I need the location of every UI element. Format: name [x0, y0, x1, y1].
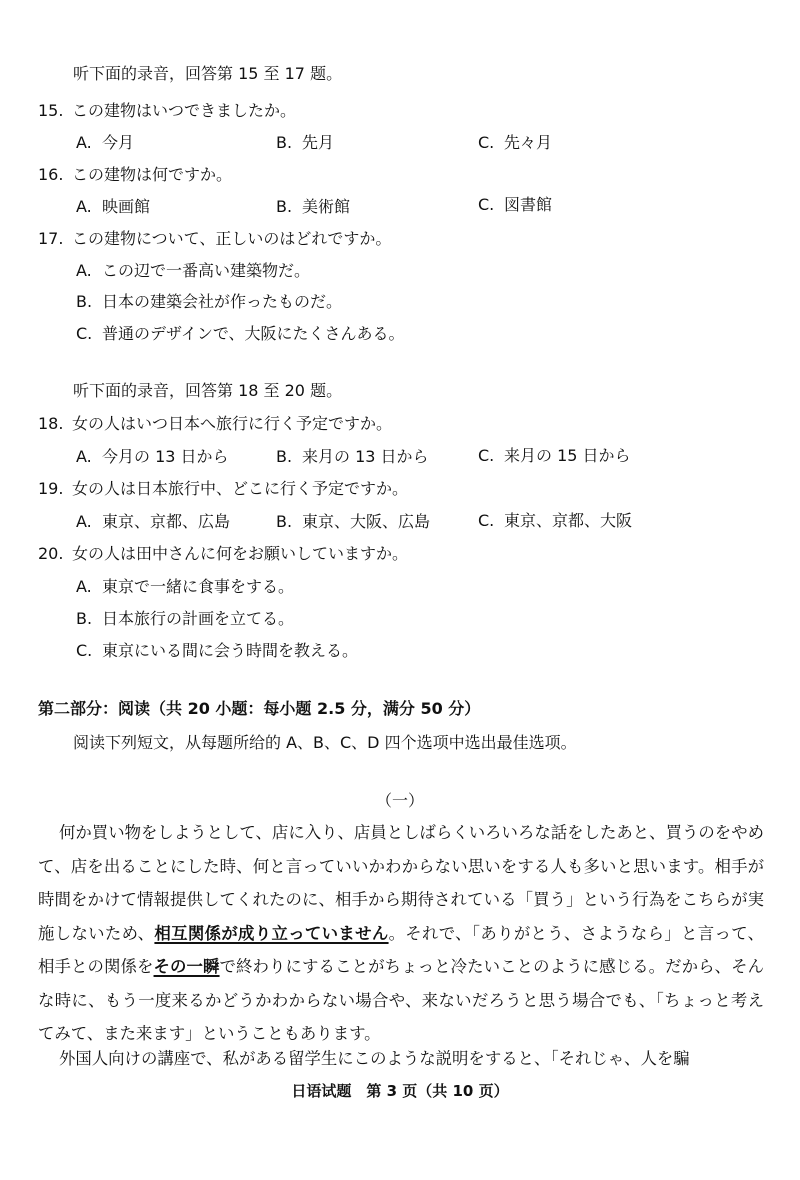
passage-paragraph-1: [38, 816, 764, 1051]
listening-instruction-2: 听下面的录音，回答第 18 至 20 题。: [73, 381, 343, 400]
option-label: A.: [76, 447, 92, 466]
option-label: A.: [76, 512, 92, 531]
option-text: 今月: [102, 133, 135, 152]
option-label: C.: [76, 324, 93, 343]
question-text: この建物はいつできましたか。: [72, 101, 297, 120]
option-c: [478, 194, 552, 216]
passage-paragraph-2: 外国人向けの講座で、私がある留学生にこのような説明をすると、「それじゃ、人を騙: [59, 1049, 690, 1068]
question-text: この建物について、正しいのはどれですか。: [72, 229, 392, 248]
question-text: この建物は何ですか。: [72, 165, 233, 184]
option-b: [276, 511, 430, 533]
option-label: C.: [478, 195, 495, 214]
option-text: 普通のデザインで、大阪にたくさんある。: [102, 324, 405, 343]
underlined-phrase-2: その一瞬: [153, 957, 220, 976]
option-b: [276, 132, 334, 154]
option-label: C.: [478, 446, 495, 465]
option-text: 東京、大阪、広島: [302, 512, 431, 531]
question-number: 18.: [38, 414, 64, 433]
option-text: 来月の 15 日から: [504, 446, 631, 465]
question-text: 女の人はいつ日本へ旅行に行く予定ですか。: [72, 414, 393, 433]
section-title: 第二部分：阅读（共 20 小题：每小题 2.5 分，满分 50 分）: [38, 699, 481, 718]
option-label: B.: [276, 197, 293, 216]
option-b: [276, 446, 429, 468]
option-label: A.: [76, 197, 92, 216]
underlined-phrase-1: 相互関係が成り立っていません: [154, 923, 389, 943]
option-label: C.: [478, 511, 495, 530]
option-label: A.: [76, 261, 92, 280]
option-text: 先々月: [504, 133, 553, 152]
option-text: 図書館: [504, 195, 553, 214]
section-instruction: 阅读下列短文，从每题所给的 A、B、C、D 四个选项中选出最佳选项。: [73, 733, 577, 752]
option-c: [76, 640, 358, 662]
option-c: [478, 132, 552, 154]
option-b: [76, 608, 294, 630]
question-number: 17.: [38, 229, 64, 248]
option-text: 日本の建築会社が作ったものだ。: [102, 292, 343, 311]
option-text: この辺で一番高い建築物だ。: [102, 261, 311, 280]
listening-instruction-1: 听下面的录音，回答第 15 至 17 题。: [73, 64, 343, 83]
question-number: 15.: [38, 101, 64, 120]
option-label: C.: [76, 641, 93, 660]
option-label: B.: [276, 133, 293, 152]
option-text: 東京、京都、広島: [102, 512, 231, 531]
passage-text: 何か買い物をしようとして、店に入り、店員としばらくいろいろな話をしたあと、買うのをやめて、店を出ることにした時、何と言っていいかわからない思いをする人も多いと思います。相手が時間をかけて情報提供してくれたのに、相手から期待されている「買う」という行為をこちらが実施しないため、: [38, 823, 764, 943]
option-a: [76, 576, 294, 598]
option-label: C.: [478, 133, 495, 152]
option-text: 東京で一緒に食事をする。: [102, 577, 295, 596]
option-text: 美術館: [302, 197, 351, 216]
option-a: [76, 511, 230, 533]
question-text: 女の人は日本旅行中、どこに行く予定ですか。: [72, 479, 409, 498]
option-text: 東京にいる間に会う時間を教える。: [102, 641, 359, 660]
option-c: [478, 445, 631, 467]
option-c: [478, 510, 632, 532]
passage-text: 。それで、「ありがとう、さようなら」と言って、相手との関係を: [38, 923, 765, 976]
option-text: 日本旅行の計画を立てる。: [102, 609, 295, 628]
option-label: B.: [276, 447, 293, 466]
option-text: 今月の 13 日から: [102, 447, 229, 466]
option-label: A.: [76, 133, 92, 152]
option-a: [76, 132, 134, 154]
option-a: [76, 260, 310, 282]
option-label: A.: [76, 577, 92, 596]
option-a: [76, 446, 229, 468]
question-number: 19.: [38, 479, 64, 498]
option-text: 来月の 13 日から: [302, 447, 429, 466]
option-b: [76, 291, 342, 313]
option-a: [76, 196, 150, 218]
option-text: 映画館: [102, 197, 151, 216]
option-label: B.: [76, 292, 93, 311]
option-label: B.: [76, 609, 93, 628]
passage-text: で終わりにすることがちょっと冷たいことのように感じる。だから、そんな時に、もう一度来るかどうかわからない場合や、来ないだろうと思う場合でも、「ちょっと考えてみて、また来ます」ということもあります。: [38, 957, 765, 1043]
question-text: 女の人は田中さんに何をお願いしていますか。: [72, 544, 409, 563]
question-number: 16.: [38, 165, 64, 184]
question-number: 20.: [38, 544, 64, 563]
option-b: [276, 196, 350, 218]
option-c: [76, 323, 405, 345]
option-label: B.: [276, 512, 293, 531]
passage-title: （一）: [375, 791, 424, 810]
option-text: 東京、京都、大阪: [504, 511, 633, 530]
page-footer: 日语试题 第 3 页（共 10 页）: [291, 1082, 509, 1100]
option-text: 先月: [302, 133, 335, 152]
